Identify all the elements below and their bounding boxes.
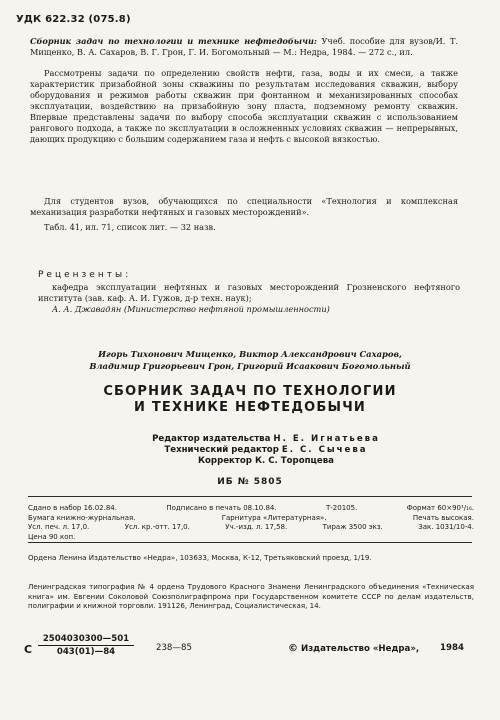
reviewers-label: Рецензенты: xyxy=(38,270,132,280)
authors-line-2: Владимир Григорьевич Грон, Григорий Исаакович Богомольный xyxy=(89,361,411,371)
editor-name: Н. Е. Игнатьева xyxy=(273,434,380,444)
imprint-row-4 xyxy=(28,533,474,543)
editorial-staff xyxy=(116,434,416,467)
publisher-address: Ордена Ленина Издательство «Недра», 103633, Москва, К-12, Третьяковский проезд, 1/19. xyxy=(28,553,372,562)
annotation-citation-text: Учеб. пособие для вузов/И. Т. Мищенко, В. А. Сахаров, В. Г. Грон, Г. И. Богомольный — М.: Недра, 1984. — 272 с., ил. xyxy=(30,36,459,57)
imprint-code: Т-20105. xyxy=(326,504,358,512)
imprint-row-2 xyxy=(28,514,474,524)
footer-pages: 238—85 xyxy=(156,643,192,653)
imprint-pub-sheets: Уч.-изд. л. 17,58. xyxy=(225,523,288,531)
copyright-icon: © xyxy=(288,643,298,654)
footer-publisher xyxy=(288,643,419,654)
tech-editor-name: Е. С. Сычева xyxy=(281,445,368,455)
book-title-line-1: СБОРНИК ЗАДАЧ ПО ТЕХНОЛОГИИ xyxy=(103,384,397,399)
imprint-price: Цена 90 коп. xyxy=(28,532,76,541)
annotation-citation xyxy=(30,36,458,58)
udk-code: УДК 622.32 (075.8) xyxy=(16,14,131,25)
editor-row xyxy=(116,434,416,445)
corrector-name: К. С. Торопцева xyxy=(254,456,334,466)
authors-block xyxy=(30,348,470,372)
editor-role: Редактор издательства xyxy=(152,434,271,444)
annotation-audience: Для студентов вузов, обучающихся по специальности «Технология и комплексная механизация разработки нефтяных и газовых месторождений». xyxy=(30,196,458,217)
imprint-circulation: Тираж 3500 экз. xyxy=(322,523,383,531)
book-title-line-2: И ТЕХНИКЕ НЕФТЕДОБЫЧИ xyxy=(134,400,366,415)
reviewers-line-1: кафедра эксплуатации нефтяных и газовых месторождений Грозненского нефтяного института (зав. каф. А. И. Гужов, д-р техн. наук); xyxy=(38,282,460,303)
footer-fraction-code xyxy=(38,634,134,657)
footer-code-top: 2504030300—501 xyxy=(38,634,134,646)
annotation-stats: Табл. 41, ил. 71, список лит. — 32 назв. xyxy=(44,222,216,232)
footer-year: 1984 xyxy=(440,643,464,653)
divider-top xyxy=(28,496,472,497)
tech-editor-row xyxy=(116,445,416,456)
imprint-row-1 xyxy=(28,504,474,514)
footer-code-bottom: 043(01)—84 xyxy=(56,647,116,657)
reviewers-line-2 xyxy=(52,304,460,315)
imprint-format: Формат 60×90¹/₁₆. xyxy=(406,504,474,512)
footer-c-letter: С xyxy=(24,643,33,656)
imprint-typeset-date: Сдано в набор 16.02.84. xyxy=(28,504,117,512)
printer-address: Ленинградская типография № 4 ордена Трудового Красного Знамени Ленинградского объединения «Техническая книга» им. Евгении Соколовой Союзполиграфпрома при Государственном комитете СССР по делам издательств, полиграфии и книжной торговли. 191126, Ленинград, Социалистическая, 14. xyxy=(28,582,474,611)
corrector-role: Корректор xyxy=(198,456,252,466)
footer-publisher-name: Издательство «Недра», xyxy=(301,644,420,654)
tech-editor-role: Технический редактор xyxy=(164,445,279,455)
authors-line-1: Игорь Тихонович Мищенко, Виктор Александрович Сахаров, xyxy=(98,349,402,359)
imprint-typeface: Гарнитура «Литературная». xyxy=(221,513,327,522)
annotation-body: Рассмотрены задачи по определению свойств нефти, газа, воды и их смеси, а также характеристик призабойной зоны скважины по результатам исследования скважин, выбору оборудования и режимов работы скважин при фонтанном и механизированных способах эксплуатации, воздействию на призабойную зону пласта, подземному ремонту скважин. Впервые представлены задачи по выбору способа эксплуатации скважин с использованием рангового подхода, а также по эксплуатации в осложненных условиях скважин — непрерывных, дающих продукцию с большим содержанием газа и нефть с высокой вязкостью. xyxy=(30,68,458,144)
book-title xyxy=(30,384,470,416)
imprint-row-3 xyxy=(28,523,474,533)
imprint-order: Зак. 1031/10-4. xyxy=(418,523,474,531)
divider-bottom xyxy=(28,542,472,543)
ib-number: ИБ № 5805 xyxy=(217,477,283,487)
footer-imprint xyxy=(20,634,480,674)
imprint-printing: Печать высокая. xyxy=(412,513,474,522)
annotation-lead: Сборник задач по технологии и технике нефтедобычи: xyxy=(30,36,317,46)
imprint-print-date: Подписано в печать 08.10.84. xyxy=(166,504,277,512)
imprint-block xyxy=(28,504,474,542)
imprint-paper: Бумага книжно-журнальная. xyxy=(28,513,136,522)
corrector-row xyxy=(116,456,416,467)
imprint-color-sheets: Усл. кр.-отт. 17,0. xyxy=(124,523,190,531)
imprint-print-sheets: Усл. печ. л. 17,0. xyxy=(28,523,90,531)
reviewers-line-2-text: А. А. Джавадян (Министерство нефтяной промышленности) xyxy=(52,304,330,314)
